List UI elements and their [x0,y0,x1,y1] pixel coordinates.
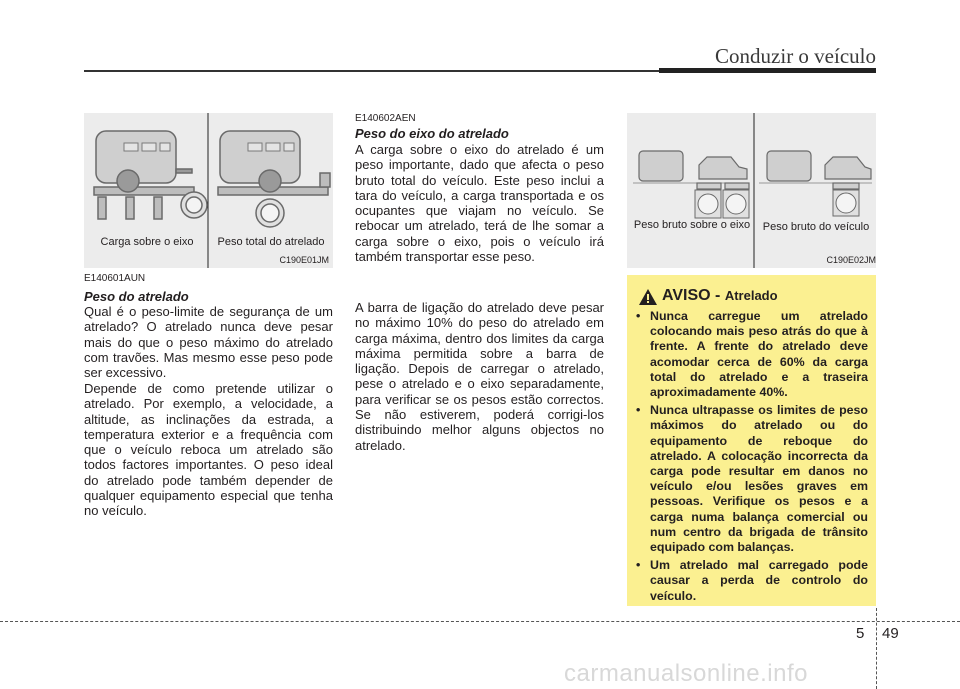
axle-load-illustration [84,113,333,268]
caption-gross-vehicle-weight: Peso bruto do veículo [762,221,870,233]
paragraph: A carga sobre o eixo do atrelado é um peso importante, dado que afecta o peso bruto total do veículo. Este peso inclui a tara do veículo, a carga transportada e os ocupantes que viajam no veículo. Se rebocar um atrelado, terá de lhe somar a carga sobre o eixo, pois o veículo irá também transportar esse peso. [355,142,604,265]
vehicle-on-scale-drawing [627,113,876,268]
caption-total-trailer-weight: Peso total do atrelado [217,236,325,248]
header-divider-accent [659,68,876,73]
footer-vertical-divider [876,608,877,689]
caption-gross-axle-weight: Peso bruto sobre o eixo [633,219,751,231]
paragraph: A barra de ligação do atrelado deve pesar no máximo 10% do peso do atrelado em carga máxima, dentro dos limites da carga máxima permitida sobre a barra de ligação. Depois de carregar o atrelado, pese o atrelado e o eixo separadamente, para verificar se os pesos estão correctos. Se não estiverem, poderá corrigi-los distribuindo melhor alguns objectos no atrelado. [355,300,604,453]
vehicle-weight-illustration [627,113,876,268]
warning-box [627,275,876,606]
page-number: 49 [882,625,899,642]
watermark: carmanualsonline.info [564,660,808,687]
warning-title [662,287,778,305]
warning-item: • Um atrelado mal carregado pode causar a perda de controlo do veículo. [636,558,868,604]
footer-divider [0,621,960,622]
warning-list [636,309,868,607]
figure-code: C190E01JM [279,255,329,265]
caption-axle-load: Carga sobre o eixo [100,236,194,248]
warning-subtitle: Atrelado [724,288,778,303]
figure-code: C190E02JM [826,255,876,265]
warning-item: • Nunca ultrapasse os limites de peso máximos do atrelado ou do equipamento de reboque do atrelado. A colocação incorrecta da carga pode resultar em danos no veículo e/ou lesões graves em pessoas. Verifique os pesos e a carga numa balança comercial ou num centro da brigada de trânsito equipado com balanças. [636,403,868,555]
paragraph: Depende de como pretende utilizar o atrelado. Por exemplo, a velocidade, a altitude, as inclinações da estrada, a temperatura exterior e a frequência com que o veículo reboca um atrelado são todos factores importantes. O peso ideal do atrelado pode também depender de qualquer equipamento especial que tenha no veículo. [84,381,333,519]
warning-item: • Nunca carregue um atrelado colocando mais peso atrás do que à frente. A frente do atrelado deve acomodar cerca de 60% da carga total do atrelado e a traseira aproximadamente 40%. [636,309,868,400]
section-code: E140602AEN [355,113,416,124]
section-heading: Peso do eixo do atrelado [355,126,509,141]
warning-label: AVISO - [662,287,721,304]
section-heading: Peso do atrelado [84,289,189,304]
chapter-number: 5 [856,625,865,642]
chapter-title: Conduzir o veículo [715,44,876,68]
section-code: E140601AUN [84,273,146,284]
paragraph: Qual é o peso-limite de segurança de um atrelado? O atrelado nunca deve pesar mais do que o peso máximo do atrelado com travões. Mas mesmo esse peso pode ser excessivo. [84,304,333,381]
warning-triangle-icon [638,288,658,306]
